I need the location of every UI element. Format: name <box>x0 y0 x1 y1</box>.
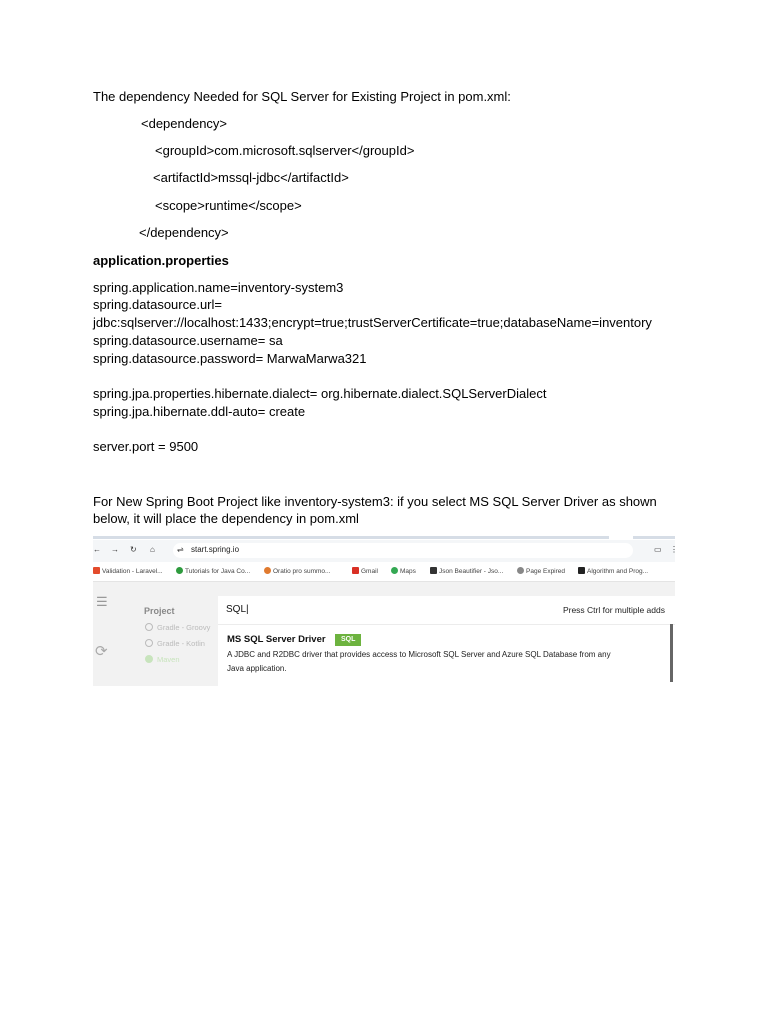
property-line: server.port = 9500 <box>93 439 199 454</box>
bookmark-item[interactable]: Validation - Laravel... <box>93 567 163 575</box>
tutorials-icon <box>176 567 183 574</box>
history-icon[interactable]: ⟳ <box>95 643 108 660</box>
home-icon[interactable]: ⌂ <box>150 545 155 554</box>
radio-gradle-groovy[interactable]: Gradle - Groovy <box>145 623 210 632</box>
bookmark-item[interactable]: Json Beautifier - Jso... <box>430 567 503 575</box>
divider <box>218 624 675 625</box>
properties-heading: application.properties <box>93 253 229 268</box>
property-line: spring.application.name=inventory-system3 <box>93 280 344 295</box>
overflow-icon[interactable]: ⋮ <box>670 545 678 554</box>
window-border <box>93 536 609 539</box>
algorithm-icon <box>578 567 585 574</box>
reload-icon[interactable]: ↻ <box>130 545 137 554</box>
url-text[interactable]: start.spring.io <box>191 545 240 554</box>
back-icon[interactable]: ← <box>93 545 101 554</box>
bookmark-item[interactable]: Oratio pro summo... <box>264 567 330 575</box>
result-title[interactable]: MS SQL Server Driver <box>227 634 326 645</box>
property-line: spring.datasource.url= <box>93 297 222 312</box>
gmail-icon <box>352 567 359 574</box>
bookmark-item[interactable]: Page Expired <box>517 567 565 575</box>
globe-icon <box>517 567 524 574</box>
spring-initializr <box>93 582 675 686</box>
radio-gradle-kotlin[interactable]: Gradle - Kotlin <box>145 639 205 648</box>
result-description: Java application. <box>227 664 287 673</box>
property-line: spring.datasource.username= sa <box>93 333 283 348</box>
property-line: spring.jpa.hibernate.ddl-auto= create <box>93 404 306 419</box>
radio-dot <box>145 623 153 631</box>
property-line: spring.jpa.properties.hibernate.dialect= org.hibernate.dialect.SQLServerDialect <box>93 386 547 401</box>
cast-icon[interactable]: ▭ <box>654 545 662 554</box>
address-bar[interactable] <box>173 543 633 558</box>
radio-dot <box>145 639 153 647</box>
multi-add-hint: Press Ctrl for multiple adds <box>562 605 665 615</box>
artifact-id-line: <artifactId>mssql-jdbc</artifactId> <box>153 170 349 185</box>
result-description: A JDBC and R2DBC driver that provides access to Microsoft SQL Server and Azure SQL Database from any <box>227 650 611 659</box>
json-icon <box>430 567 437 574</box>
sql-tag-badge: SQL <box>335 634 361 646</box>
hamburger-menu-icon[interactable]: ☰ <box>96 594 108 609</box>
intro-text: The dependency Needed for SQL Server for Existing Project in pom.xml: <box>93 89 511 104</box>
radio-dot-selected <box>145 655 153 663</box>
maps-icon <box>391 567 398 574</box>
group-id-line: <groupId>com.microsoft.sqlserver</groupId> <box>155 143 415 158</box>
property-line: spring.datasource.password= MarwaMarwa321 <box>93 351 367 366</box>
window-border <box>633 536 675 539</box>
site-info-icon[interactable]: ⇌ <box>177 545 184 554</box>
dependency-close-tag: </dependency> <box>139 225 229 240</box>
bookmark-item[interactable]: Tutorials for Java Co... <box>176 567 250 575</box>
oratio-icon <box>264 567 271 574</box>
browser-navbar <box>93 540 678 562</box>
radio-maven[interactable]: Maven <box>145 655 180 664</box>
new-project-text: For New Spring Boot Project like inventory-system3: if you select MS SQL Server Driver as shown <box>93 494 657 509</box>
project-label: Project <box>144 606 175 616</box>
embedded-screenshot <box>93 536 678 686</box>
dependency-open-tag: <dependency> <box>141 116 228 131</box>
laravel-icon <box>93 567 100 574</box>
dependency-search-panel <box>218 596 675 686</box>
bookmarks-bar <box>93 563 675 582</box>
bookmark-item[interactable]: Algorithm and Prog... <box>578 567 648 575</box>
bookmark-item[interactable]: Maps <box>391 567 416 575</box>
forward-icon[interactable]: → <box>111 545 119 554</box>
bookmark-item[interactable]: Gmail <box>352 567 378 575</box>
scope-line: <scope>runtime</scope> <box>155 198 302 213</box>
search-input[interactable]: SQL| <box>226 604 249 615</box>
property-line: jdbc:sqlserver://localhost:1433;encrypt=true;trustServerCertificate=true;databaseName=inventory <box>93 315 652 330</box>
scrollbar[interactable] <box>670 624 673 682</box>
new-project-text: below, it will place the dependency in pom.xml <box>93 511 359 526</box>
